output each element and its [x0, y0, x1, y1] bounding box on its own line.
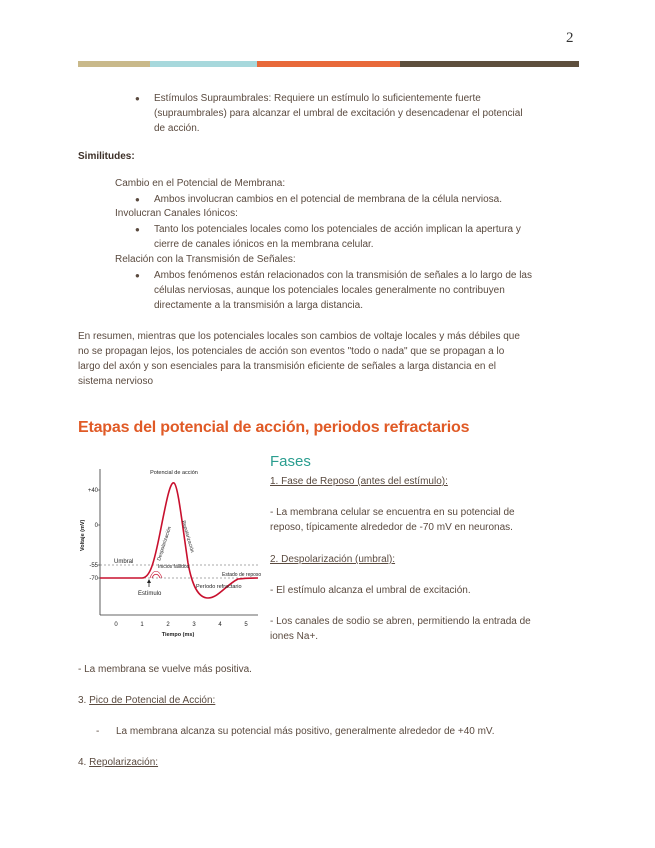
phase4-prefix: 4. — [78, 757, 90, 768]
y-tick-label: -70 — [89, 576, 98, 582]
repolarization-label: Repolarización — [180, 519, 195, 554]
x-tick-label: 1 — [140, 622, 144, 628]
summary-line: sistema nervioso — [78, 376, 154, 387]
phase2-heading: 2. Despolarización (umbral): — [270, 554, 396, 565]
section-title: Etapas del potencial de acción, periodos refractarios — [78, 419, 470, 436]
phase1-text-line: reposo, típicamente alrededor de -70 mV en neuronas. — [270, 522, 513, 533]
x-tick-label: 0 — [114, 622, 118, 628]
phase3-heading: Pico de Potencial de Acción: — [89, 695, 216, 706]
group-bullet-line: células nerviosas, aunque los potenciales locales generalmente no contribuyen — [154, 285, 505, 296]
x-tick-label: 2 — [166, 622, 170, 628]
phase3-text: La membrana alcanza su potencial más positivo, generalmente alrededor de +40 mV. — [116, 726, 495, 737]
y-tick-label: +40 — [87, 488, 98, 494]
bullet-dot: ● — [135, 271, 140, 280]
phase4-heading-row — [78, 755, 158, 770]
group-title: Cambio en el Potencial de Membrana: — [115, 178, 286, 189]
phase2-text-line: - Los canales de sodio se abren, permitiendo la entrada de — [270, 616, 531, 627]
failed-initiation-arc — [152, 574, 160, 578]
phase2-text: - El estímulo alcanza el umbral de excitación. — [270, 585, 471, 596]
refractory-label: Período refractario — [196, 584, 242, 590]
intro-bullet-line: de acción. — [154, 123, 200, 134]
x-axis-label: Tiempo (ms) — [161, 632, 195, 638]
intro-bullet-line: Estímulos Supraumbrales: Requiere un estímulo lo suficientemente fuerte — [154, 93, 481, 104]
color-bar-segment — [257, 61, 400, 67]
action-potential-curve — [100, 483, 258, 598]
y-tick-label: -55 — [89, 563, 98, 569]
summary-line: no se propagan lejos, los potenciales de acción son eventos "todo o nada" que se propagan a lo — [78, 346, 505, 357]
group-title: Involucran Canales Iónicos: — [115, 208, 238, 219]
x-tick-label: 5 — [244, 622, 248, 628]
peak-label — [150, 470, 198, 476]
phase3-heading-row — [78, 693, 215, 708]
phase1-text-line: - La membrana celular se encuentra en su potencial de — [270, 507, 515, 518]
summary-line: En resumen, mientras que los potenciales locales son cambios de voltaje locales y más débiles que — [78, 331, 520, 342]
depolarization-label: Despolarización — [156, 525, 173, 562]
page-number: 2 — [566, 30, 574, 46]
y-axis-label: Voltaje (mV) — [80, 519, 86, 551]
phase2-text-line: iones Na+. — [270, 631, 319, 642]
x-tick-label: 4 — [218, 622, 222, 628]
x-tick-label: 3 — [192, 622, 196, 628]
membrane-positive-line: - La membrana se vuelve más positiva. — [78, 664, 252, 675]
color-bar-segment — [400, 61, 579, 67]
color-bar-segment — [150, 61, 257, 67]
fases-title: Fases — [270, 453, 311, 470]
action-potential-figure — [78, 463, 263, 643]
peak-label-text: Potencial de acción — [150, 470, 198, 476]
bullet-dot: ● — [135, 225, 140, 234]
phase3-prefix: 3. — [78, 695, 90, 706]
group-bullet-line: directamente a la transmisión a larga distancia. — [154, 300, 363, 311]
summary-line: largo del axón y son esenciales para la transmisión eficiente de señales a larga distancia en el — [78, 361, 497, 372]
phase1-heading: 1. Fase de Reposo (antes del estímulo): — [270, 476, 448, 487]
group-bullet-line: Ambos fenómenos están relacionados con la transmisión de señales a lo largo de las — [154, 270, 532, 281]
group-bullet-line: cierre de canales iónicos en la membrana celular. — [154, 239, 374, 250]
header-color-bar — [78, 61, 579, 67]
resting-state-label: Estado de reposo — [222, 572, 262, 578]
y-tick-label: 0 — [94, 523, 98, 529]
stimulus-label: Estímulo — [138, 591, 162, 597]
phase3-bullet-marker: - — [96, 726, 100, 737]
group-bullet-line: Tanto los potenciales locales como los potenciales de acción implican la apertura y — [154, 224, 521, 235]
failed-initiation-label: Inicios fallidos — [158, 564, 190, 570]
similitudes-heading: Similitudes: — [78, 151, 135, 162]
threshold-label: Umbral — [114, 559, 134, 565]
bullet-dot: ● — [135, 94, 140, 103]
color-bar-segment — [78, 61, 150, 67]
group-bullet-line: Ambos involucran cambios en el potencial de membrana de la célula nerviosa. — [154, 194, 502, 205]
phase4-heading: Repolarización: — [89, 757, 159, 768]
stimulus-arrowhead — [147, 579, 151, 583]
intro-bullet-line: (supraumbrales) para alcanzar el umbral de excitación y desencadenar el potencial — [154, 108, 523, 119]
group-title: Relación con la Transmisión de Señales: — [115, 254, 296, 265]
bullet-dot: ● — [135, 195, 140, 204]
